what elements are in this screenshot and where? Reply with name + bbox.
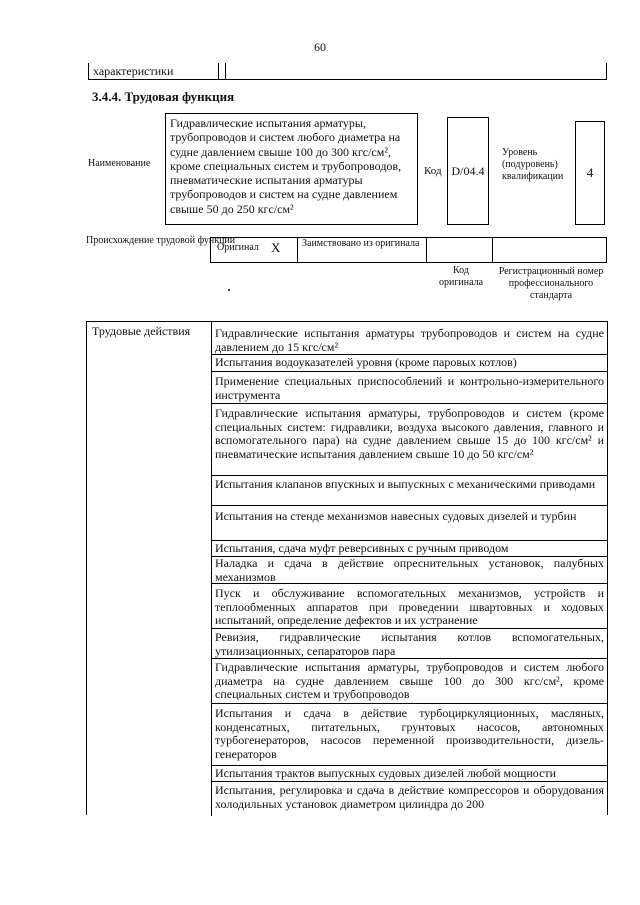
code-value: D/04.4: [447, 117, 489, 225]
original-code-cell: [427, 238, 493, 262]
code-label: Код: [424, 165, 442, 177]
labor-action-row: Испытания клапанов впускных и выпускных с механическими приводами: [211, 476, 608, 506]
original-cell: [211, 238, 298, 262]
characteristics-cell: характеристики: [89, 63, 219, 79]
original-label: Оригинал: [217, 242, 259, 253]
labor-action-row: Испытания на стенде механизмов навесных судовых дизелей и турбин: [211, 506, 608, 541]
labor-action-row: Пуск и обслуживание вспомогательных механизмов, устройств и теплообменных аппаратов при проведении швартовных и ходовых испытаний, определение дефектов и их устранение: [211, 584, 608, 629]
labor-action-row: Гидравлические испытания арматуры, трубопроводов и систем (кроме специальных систем: гидравлики, воздуха высокого давления, главного и вспомогательного пара) на судне давлением свыше 15 до 100 кгс/см² и пневматические испытания давлением свыше 10 до 50 кгс/см²: [211, 404, 608, 476]
section-title: 3.4.4. Трудовая функция: [92, 89, 235, 104]
level-label: Уровень (подуровень) квалификации: [502, 147, 564, 182]
level-value: 4: [575, 121, 605, 225]
labor-action-row: Испытания и сдача в действие турбоциркуляционных, масляных, конденсатных, питательных, грунтовых насосов, автономных турбогенераторов, насосов переменной производительности, дизель-генераторов: [211, 704, 608, 766]
original-mark: X: [271, 240, 281, 255]
labor-action-row: Испытания трактов выпускных судовых дизелей любой мощности: [211, 766, 608, 782]
reg-number-cell: [493, 238, 606, 262]
page-number: 60: [314, 40, 326, 54]
name-label: Наименование: [88, 158, 151, 169]
origin-row: [210, 237, 607, 263]
function-name-value: Гидравлические испытания арматуры, трубопроводов и систем любого диаметра на судне давлением свыше 100 до 300 кгс/см², кроме специальных систем и трубопроводов, пневматические испытания арматуры трубопроводов и систем на судне давлением свыше 50 до 250 кгс/см²: [165, 113, 418, 225]
labor-action-row: Ревизия, гидравлические испытания котлов вспомогательных, утилизационных, сепараторов пара: [211, 629, 608, 659]
labor-action-row: Испытания, сдача муфт реверсивных с ручным приводом: [211, 541, 608, 557]
labor-action-row: Применение специальных приспособлений и контрольно-измерительного инструмента: [211, 372, 608, 404]
labor-action-row: Испытания водоуказателей уровня (кроме паровых котлов): [211, 355, 608, 372]
borrowed-label: Заимствовано из оригинала: [302, 238, 420, 249]
reg-number-caption: Регистрационный номер профессионального стандарта: [498, 266, 604, 301]
labor-action-row: Гидравлические испытания арматуры, трубопроводов и систем любого диаметра на судне давлением свыше 100 до 300 кгс/см², кроме специальных систем и трубопроводов: [211, 659, 608, 704]
origin-label: Происхождение трудовой функции: [86, 235, 236, 246]
empty-narrow-cell: [219, 63, 226, 79]
labor-actions-label: Трудовые действия: [92, 324, 191, 338]
labor-action-row: Испытания, регулировка и сдача в действие компрессоров и оборудования холодильных установок диаметром цилиндра до 200: [215, 783, 604, 811]
labor-action-row: Наладка и сдача в действие опреснительных установок, палубных механизмов: [211, 557, 608, 584]
top-fragment-table: [88, 63, 607, 80]
scan-speck: [228, 289, 230, 291]
borrowed-cell: [298, 238, 427, 262]
original-code-caption: Код оригинала: [438, 265, 484, 288]
labor-action-row: Гидравлические испытания арматуры трубопроводов и систем на судне давлением до 15 кгс/см²: [211, 323, 608, 355]
